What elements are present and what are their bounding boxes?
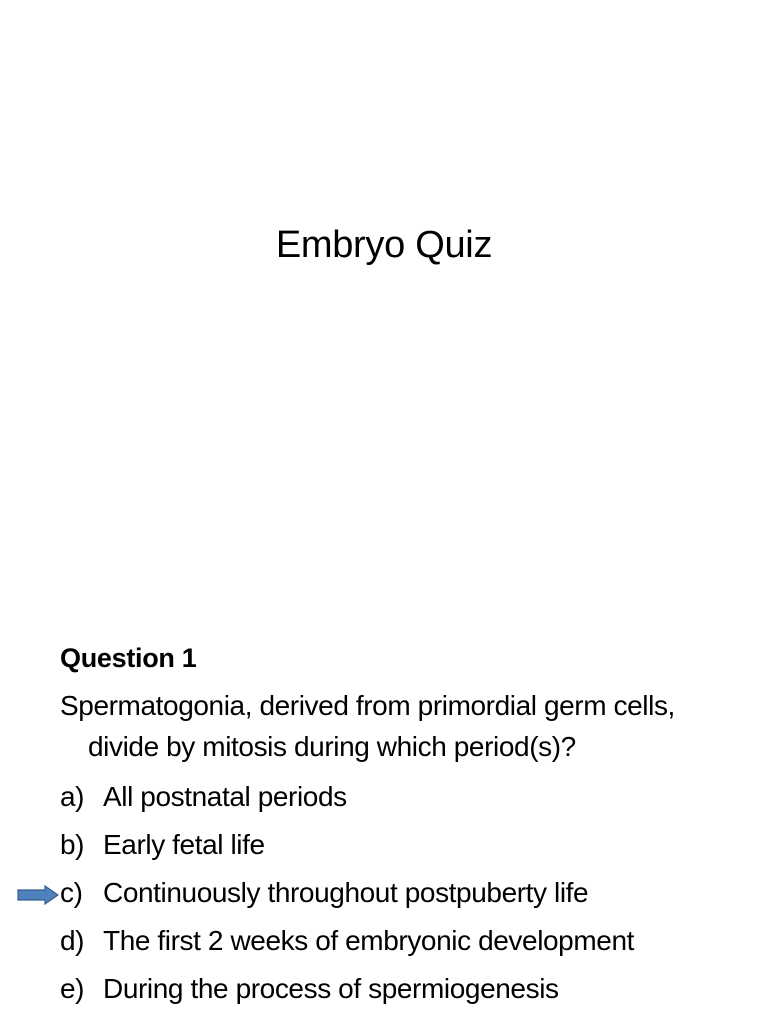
answer-option-c bbox=[60, 869, 750, 917]
answer-option-e bbox=[60, 965, 750, 1013]
answer-option-d bbox=[60, 917, 750, 965]
option-letter: b) bbox=[60, 829, 85, 860]
option-letter: a) bbox=[60, 781, 85, 812]
answer-option-a bbox=[60, 773, 750, 821]
slide-title: Embryo Quiz bbox=[275, 224, 493, 266]
answer-options bbox=[60, 773, 750, 1013]
option-text: All postnatal periods bbox=[103, 781, 347, 812]
option-text: The first 2 weeks of embryonic development bbox=[103, 925, 635, 956]
option-text: Continuously throughout postpuberty life bbox=[103, 877, 589, 908]
question-block bbox=[60, 638, 750, 1013]
option-letter: d) bbox=[60, 925, 85, 956]
answer-option-b bbox=[60, 821, 750, 869]
option-letter: e) bbox=[60, 973, 85, 1004]
option-text: Early fetal life bbox=[103, 829, 265, 860]
option-letter: c) bbox=[60, 877, 83, 908]
question-heading: Question 1 bbox=[60, 643, 197, 673]
option-text: During the process of spermiogenesis bbox=[103, 973, 559, 1004]
question-text: Spermatogonia, derived from primordial germ cells, divide by mitosis during which period(s)? bbox=[60, 690, 675, 762]
right-arrow-icon bbox=[17, 885, 59, 905]
